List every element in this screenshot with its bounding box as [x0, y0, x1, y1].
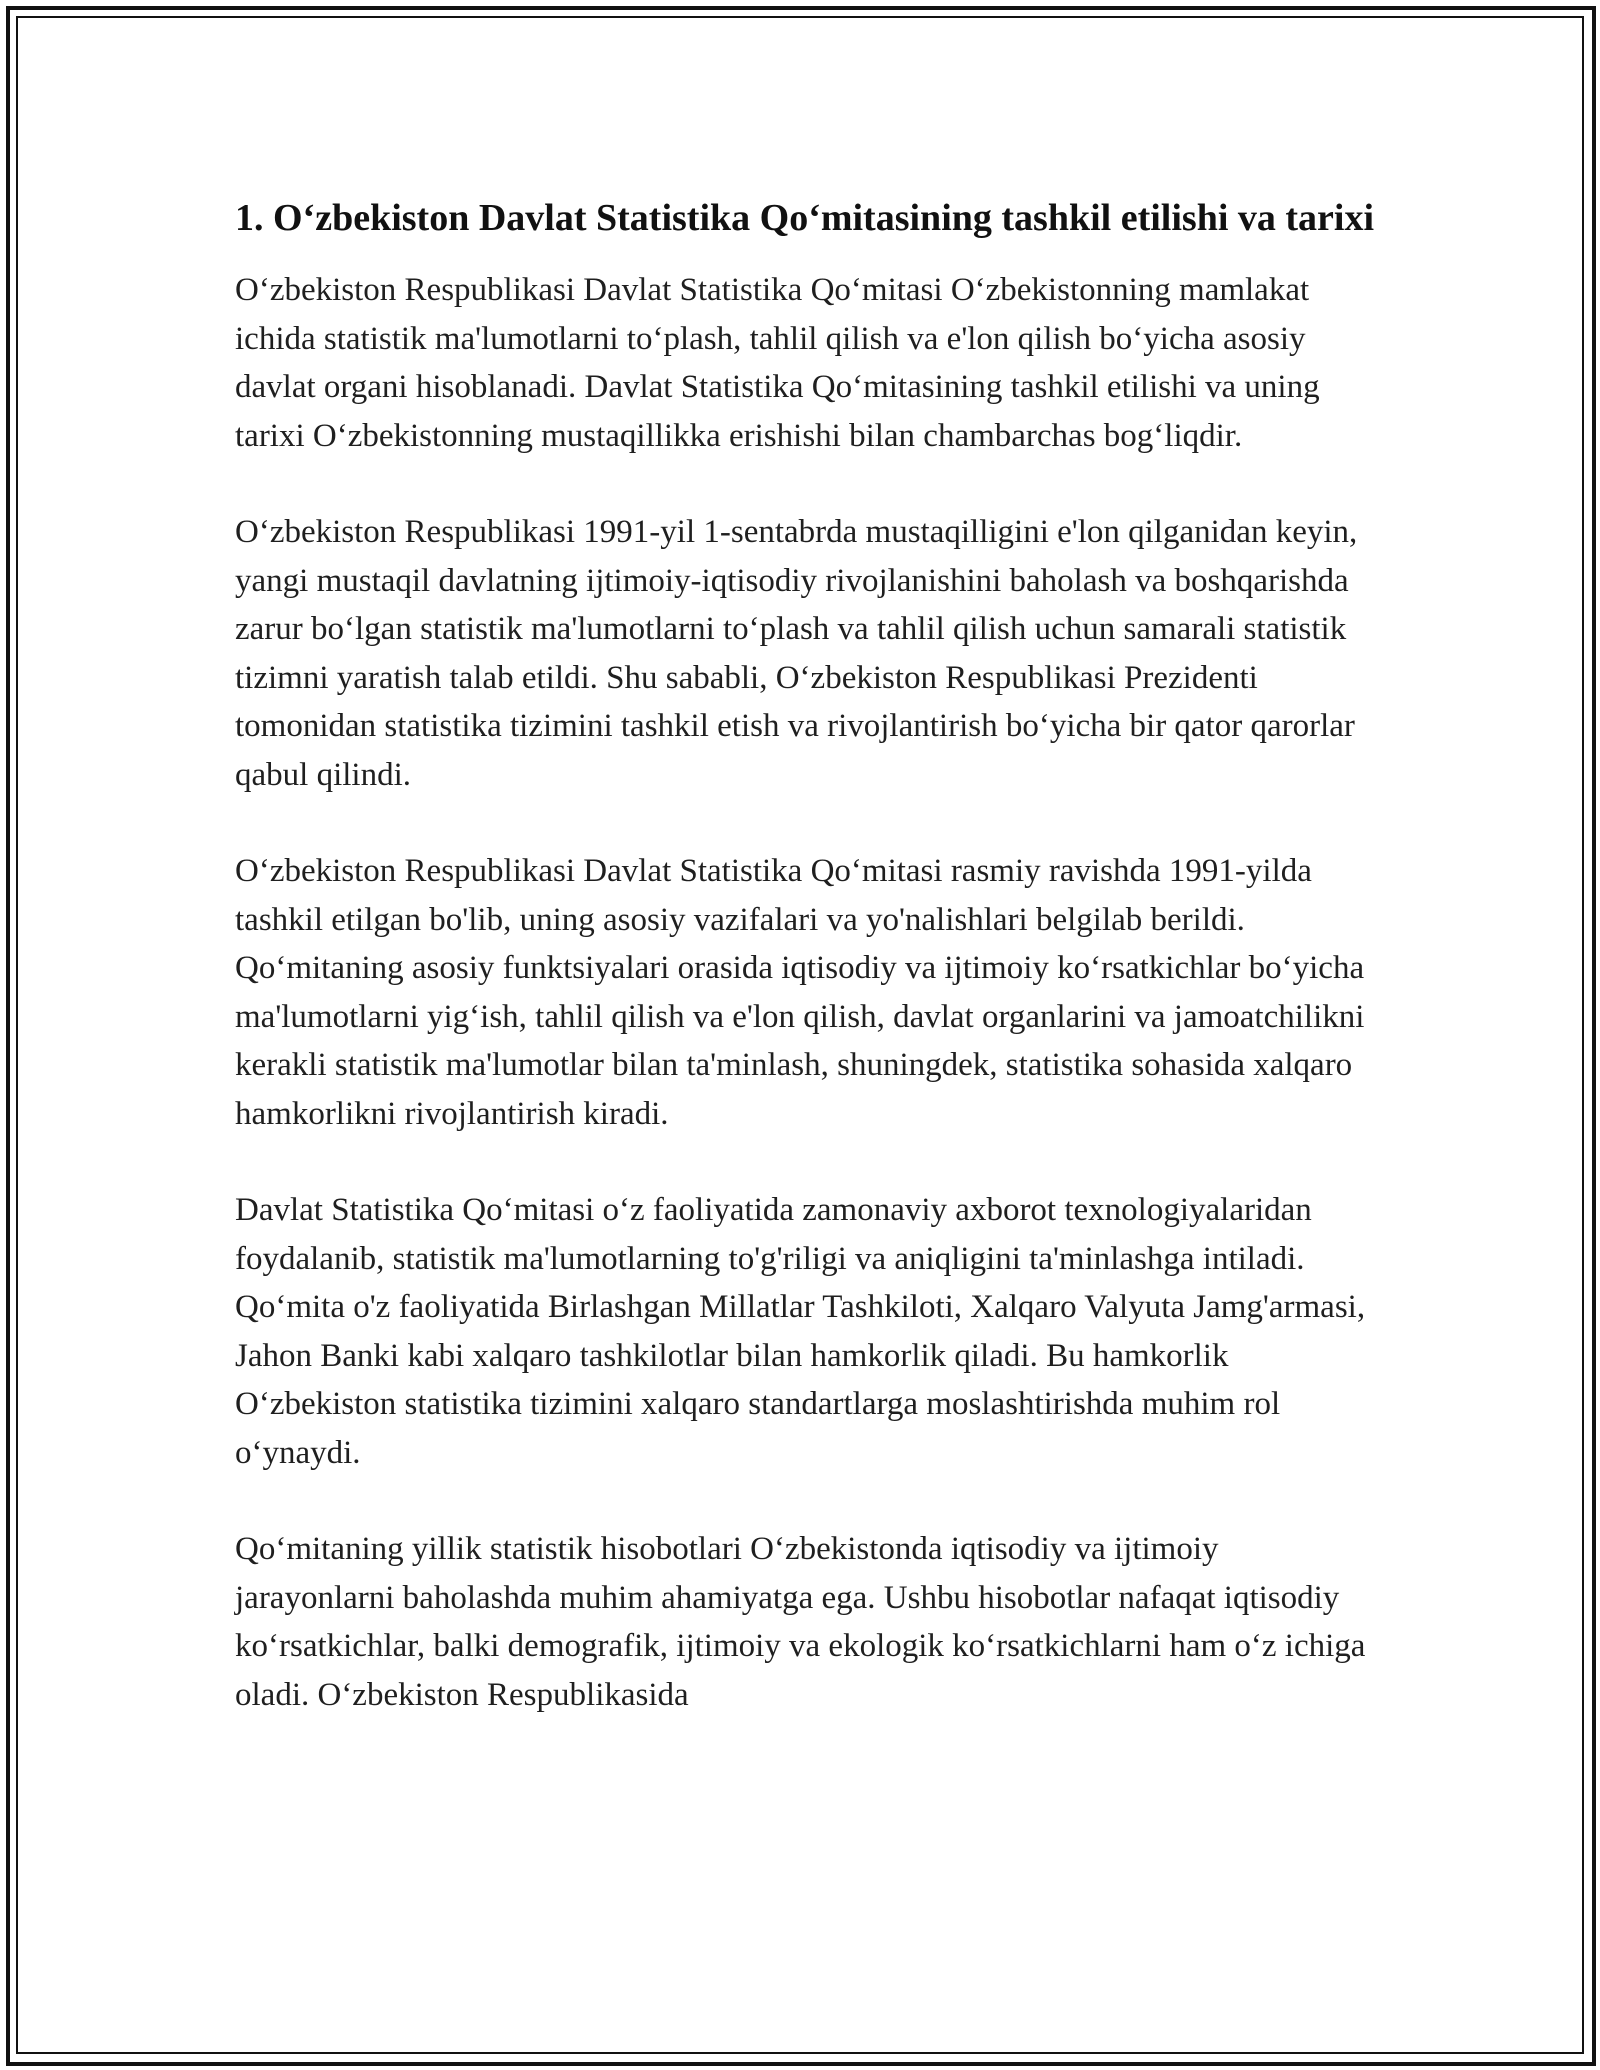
section-heading: 1. O‘zbekiston Davlat Statistika Qo‘mitasining tashkil etilishi va tarixi — [235, 197, 1375, 239]
document-body — [235, 190, 1375, 1767]
paragraph-annual-reports: Qo‘mitaning yillik statistik hisobotlari O‘zbekistonda iqtisodiy va ijtimoiy jarayonlarni baholashda muhim ahamiyatga ega. Ushbu hisobotlar nafaqat iqtisodiy ko‘rsatkichlar, balki demografik, ijtimoiy va ekologik ko‘rsatkichlarni ham o‘z ichiga oladi. O‘zbekiston Respublikasida — [235, 1531, 1366, 1713]
paragraph-cooperation: Davlat Statistika Qo‘mitasi o‘z faoliyatida zamonaviy axborot texnologiyalaridan foydalanib, statistik ma'lumotlarning to'g'riligi va aniqligini ta'minlashga intiladi. Qo‘mita o'z faoliyatida Birlashgan Millatlar Tashkiloti, Xalqaro Valyuta Jamg'armasi, Jahon Banki kabi xalqaro tashkilotlar bilan hamkorlik qiladi. Bu hamkorlik O‘zbekiston statistika tizimini xalqaro standartlarga moslashtirishda muhim rol o‘ynaydi. — [235, 1192, 1366, 1471]
paragraph-intro: O‘zbekiston Respublikasi Davlat Statistika Qo‘mitasi O‘zbekistonning mamlakat ichida statistik ma'lumotlarni to‘plash, tahlil qilish va e'lon qilish bo‘yicha asosiy davlat organi hisoblanadi. Davlat Statistika Qo‘mitasining tashkil etilishi va uning tarixi O‘zbekistonning mustaqillikka erishishi bilan chambarchas bog‘liqdir. — [235, 272, 1320, 454]
paragraph-establishment: O‘zbekiston Respublikasi Davlat Statistika Qo‘mitasi rasmiy ravishda 1991-yilda tashkil etilgan bo'lib, uning asosiy vazifalari va yo'nalishlari belgilab berildi. Qo‘mitaning asosiy funktsiyalari orasida iqtisodiy va ijtimoiy ko‘rsatkichlar bo‘yicha ma'lumotlarni yig‘ish, tahlil qilish va e'lon qilish, davlat organlarini va jamoatchilikni kerakli statistik ma'lumotlar bilan ta'minlash, shuningdek, statistika sohasida xalqaro hamkorlikni rivojlantirish kiradi. — [235, 853, 1365, 1132]
paragraph-independence: O‘zbekiston Respublikasi 1991-yil 1-sentabrda mustaqilligini e'lon qilganidan keyin, yangi mustaqil davlatning ijtimoiy-iqtisodiy rivojlanishini baholash va boshqarishda zarur bo‘lgan statistik ma'lumotlarni to‘plash va tahlil qilish uchun samarali statistik tizimni yaratish talab etildi. Shu sababli, O‘zbekiston Respublikasi Prezidenti tomonidan statistika tizimini tashkil etish va rivojlantirish bo‘yicha bir qator qarorlar qabul qilindi. — [235, 514, 1358, 793]
